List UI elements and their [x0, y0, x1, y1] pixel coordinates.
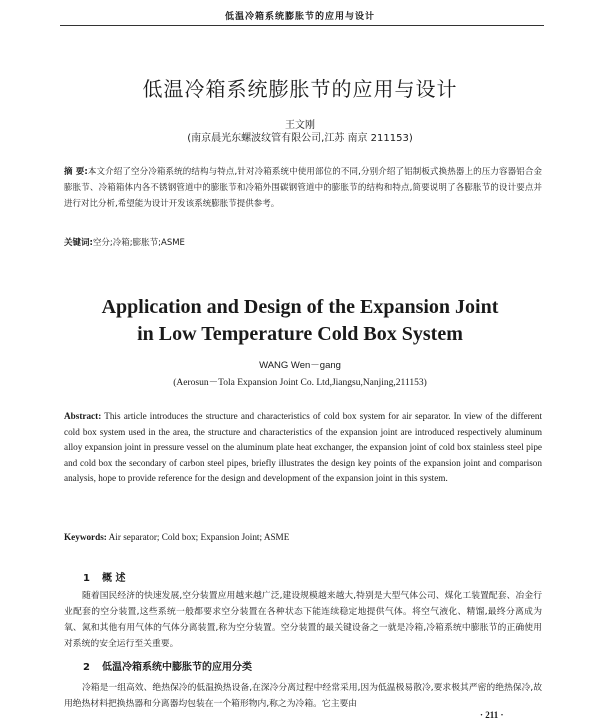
chinese-abstract-label: 摘 要: [64, 167, 88, 177]
chinese-abstract [64, 164, 542, 212]
chinese-affiliation: (南京晨光东螺波纹管有限公司,江苏 南京 211153) [187, 133, 413, 144]
english-title-line-2: in Low Temperature Cold Box System [137, 323, 463, 345]
chinese-abstract-text: 本文介绍了空分冷箱系统的结构与特点,针对冷箱系统中使用部位的不同,分别介绍了铝制板式换热器上的压力容器铝合金膨胀节、冷箱箱体内各不锈钢管道中的膨胀节和冷箱外围碳钢管道中的膨胀节的结构和特点,简要说明了各膨胀节的设计要点并进行对比分析,希望能为设计开发该系统膨胀节提供参考。 [64, 167, 542, 209]
chinese-keywords-text: 空分;冷箱;膨胀节;ASME [92, 238, 185, 248]
chinese-author: 王文刚 [285, 120, 315, 131]
english-abstract [64, 409, 542, 487]
english-abstract-text: This article introduces the structure and characteristics of cold box system for air separator. In view of the different cold box system used in the area, the structure and characteristics of the expansion joint are introduced respectively aluminum alloy expansion joint in pressure vessel on the aluminum plate heat exchanger, the expansion joint of cold box stainless steel pipe and cold box the secondary of carbon steel pipes, briefly illustrates the design key points of the expansion joint and comparison analysis, hope to provide reference for the design and development of the expansion joint in this system. [64, 411, 542, 484]
section-1-paragraph: 随着国民经济的快速发展,空分装置应用越来越广泛,建设规模越来越大,特别是大型气体公司、煤化工装置配套、冶金行业配套的空分装置,这些系统一般都要求空分装置在各种状态下能连续稳定地提供气体。将空气液化、精馏,最终分离成为氧、氮和其他有用气体的气体分离装置,称为空分装置。空分装置的最关键设备之一就是冷箱,冷箱系统中膨胀节的正确使用对系统的安全运行至关重要。 [64, 591, 542, 649]
english-title [0, 294, 600, 348]
english-affiliation: (Aerosun－Tola Expansion Joint Co. Ltd,Jiangsu,Nanjing,211153) [173, 378, 427, 388]
section-1-number: 1 [83, 573, 90, 584]
english-title-line-1: Application and Design of the Expansion Joint [101, 296, 499, 318]
page-number: · 211 · [480, 710, 504, 720]
running-head: 低温冷箱系统膨胀节的应用与设计 [224, 12, 375, 22]
english-keywords [64, 530, 542, 544]
section-2-number: 2 [83, 662, 90, 673]
chinese-keywords-label: 关键词: [64, 238, 93, 248]
chinese-title: 低温冷箱系统膨胀节的应用与设计 [142, 77, 458, 101]
english-keywords-text: Air separator; Cold box; Expansion Joint; ASME [106, 532, 290, 542]
section-2-heading [83, 658, 252, 673]
english-keywords-label: Keywords: [64, 532, 107, 542]
section-1-heading [83, 569, 125, 584]
header-rule [60, 25, 544, 26]
english-author: WANG Wen－gang [259, 360, 341, 371]
section-2-paragraph: 冷箱是一组高效、绝热保冷的低温换热设备,在深冷分离过程中经常采用,因为低温极易散冷,要求极其严密的绝热保冷,故用绝热材料把换热器和分离器均包装在一个箱形物内,称之为冷箱。它主要由 [64, 683, 542, 709]
chinese-keywords [64, 236, 542, 250]
section-2-title: 低温冷箱系统中膨胀节的应用分类 [101, 662, 252, 673]
english-abstract-label: Abstract: [64, 411, 102, 421]
section-1-title: 概 述 [101, 573, 126, 584]
